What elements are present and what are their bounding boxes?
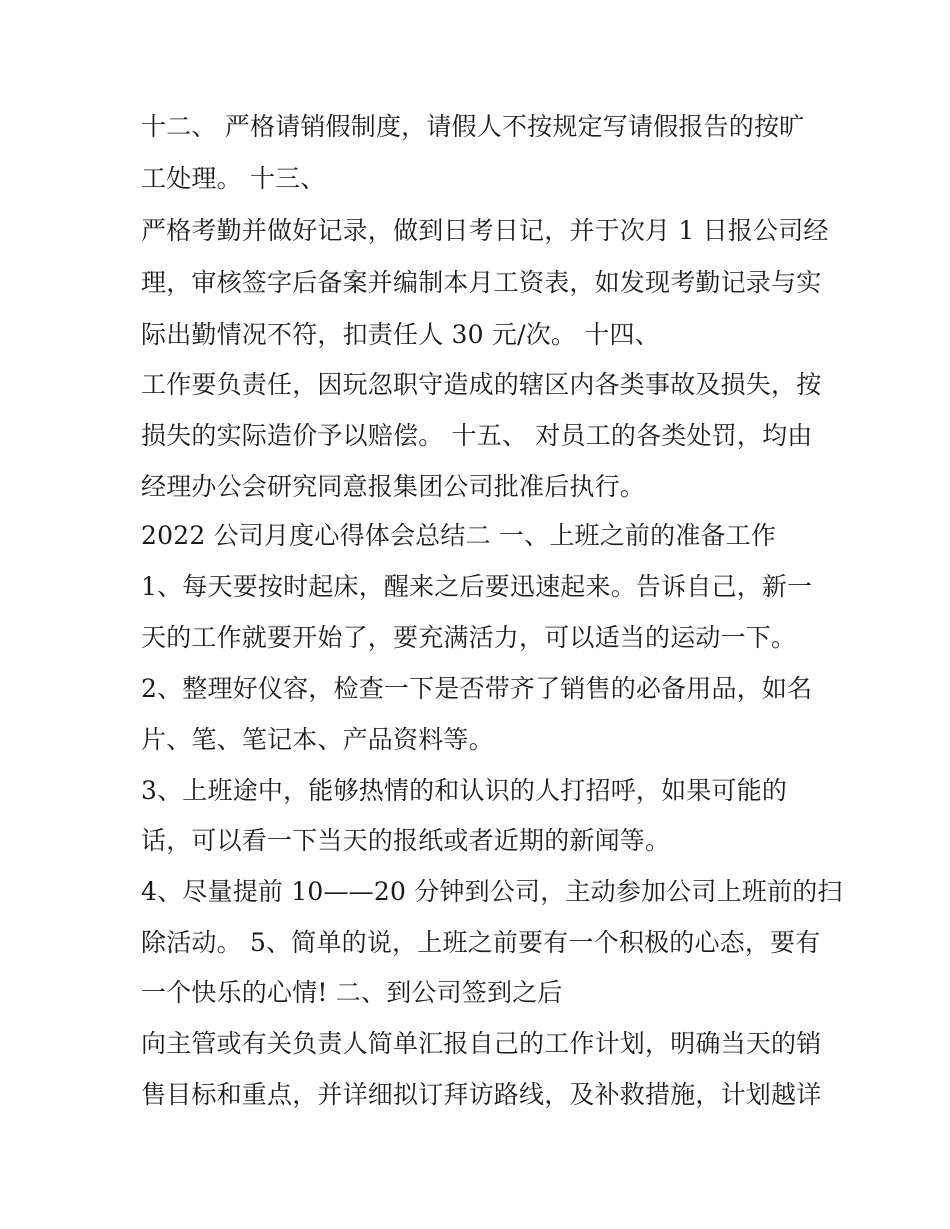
- text-line: 天的工作就要开始了，要充满活力，可以适当的运动一下。: [141, 623, 797, 652]
- text-line: 除活动。 5、简单的说，上班之前要有一个积极的心态，要有: [141, 928, 821, 957]
- text-line: 工处理。 十三、: [141, 164, 326, 193]
- text-line: 工作要负责任，因玩忽职守造成的辖区内各类事故及损失，按: [141, 370, 822, 399]
- text-line: 十二、 严格请销假制度，请假人不按规定写请假报告的按旷: [141, 112, 805, 141]
- text-line: 际出勤情况不符，扣责任人 30 元/次。 十四、: [141, 320, 660, 349]
- text-line: 严格考勤并做好记录，做到日考日记，并于次月 1 日报公司经: [141, 216, 829, 245]
- section-heading: 2022 公司月度心得体会总结二 一、上班之前的准备工作: [141, 521, 777, 550]
- text-line: 一个快乐的心情! 二、到公司签到之后: [141, 978, 563, 1007]
- text-line: 片、笔、笔记本、产品资料等。: [141, 725, 494, 754]
- text-line: 售目标和重点，并详细拟订拜访路线，及补救措施，计划越详: [141, 1080, 822, 1109]
- text-line: 4、尽量提前 10——20 分钟到公司，主动参加公司上班前的扫: [141, 877, 843, 906]
- text-line: 3、上班途中，能够热情的和认识的人打招呼，如果可能的: [141, 776, 788, 805]
- text-line: 理，审核签字后备案并编制本月工资表，如发现考勤记录与实: [141, 268, 822, 297]
- text-line: 1、每天要按时起床，醒来之后要迅速起来。告诉自己，新一: [141, 572, 813, 601]
- text-line: 2、整理好仪容，检查一下是否带齐了销售的必备用品，如名: [141, 674, 813, 703]
- text-line: 话，可以看一下当天的报纸或者近期的新闻等。: [141, 826, 671, 855]
- text-line: 向主管或有关负责人简单汇报自己的工作计划，明确当天的销: [141, 1029, 822, 1058]
- text-line: 经理办公会研究同意报集团公司批准后执行。: [141, 472, 646, 501]
- text-line: 损失的实际造价予以赔偿。 十五、 对员工的各类处罚，均由: [141, 421, 813, 450]
